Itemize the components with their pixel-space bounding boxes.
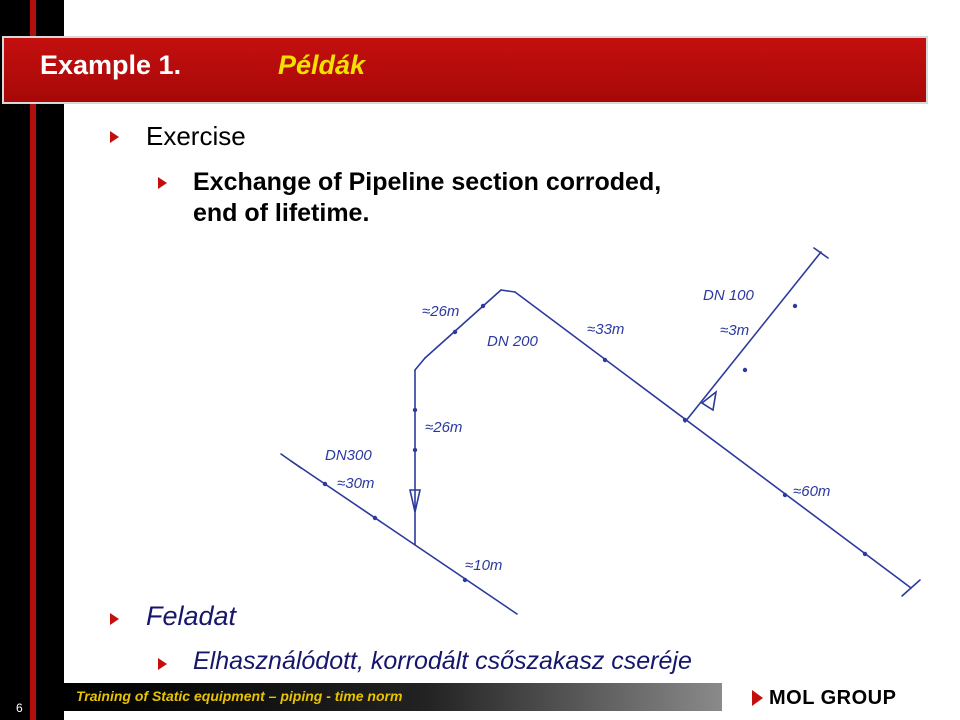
valve-symbol-icon [702, 392, 716, 410]
bullet-feladat: Feladat [146, 601, 237, 631]
sub-bullet-arrow-icon [158, 177, 167, 189]
logo-arrow-icon [752, 690, 763, 706]
label-len-26m-diagonal: ≈26m [422, 303, 460, 320]
label-len-33m: ≈33m [587, 321, 625, 338]
left-sidebar-bar [0, 0, 64, 720]
label-len-30m: ≈30m [337, 475, 375, 492]
left-red-stripe [30, 0, 36, 720]
label-dn100: DN 100 [703, 287, 754, 304]
sub-bullet-line-1: Exchange of Pipeline section corroded, [193, 168, 662, 196]
title-banner [2, 36, 928, 104]
label-len-10m: ≈10m [465, 557, 503, 574]
label-len-3m: ≈3m [720, 322, 750, 339]
top-bend-line [501, 290, 515, 292]
dn200-pipe-line [515, 292, 911, 588]
slide-title: Example 1. [40, 50, 182, 80]
label-len-26m-vertical: ≈26m [425, 419, 463, 436]
bend-line [415, 358, 425, 370]
bullet-arrow-icon [110, 131, 119, 143]
label-len-60m: ≈60m [793, 483, 831, 500]
slide-number: 6 [16, 701, 23, 715]
footer-bar [64, 683, 722, 711]
pipe-end-mark [281, 454, 301, 468]
bullet-exercise: Exercise [146, 121, 246, 151]
slide-title-hungarian: Példák [278, 50, 366, 80]
pipeline-sketch [265, 240, 930, 630]
pipe-end-mark [814, 248, 828, 258]
sub-bullet-arrow-icon [158, 658, 167, 670]
dn100-pipe-line [685, 252, 821, 422]
logo-brand-text: MOL GROUP [769, 686, 897, 709]
mol-group-logo [752, 684, 896, 712]
label-dn300: DN300 [325, 447, 372, 464]
bullet-arrow-icon [110, 613, 119, 625]
sub-bullet-hungarian: Elhasználódott, korrodált csőszakasz cseréje [193, 647, 692, 675]
label-dn200: DN 200 [487, 333, 538, 350]
sub-bullet-line-2: end of lifetime. [193, 199, 370, 227]
footer-text: Training of Static equipment – piping - time norm [76, 688, 403, 704]
